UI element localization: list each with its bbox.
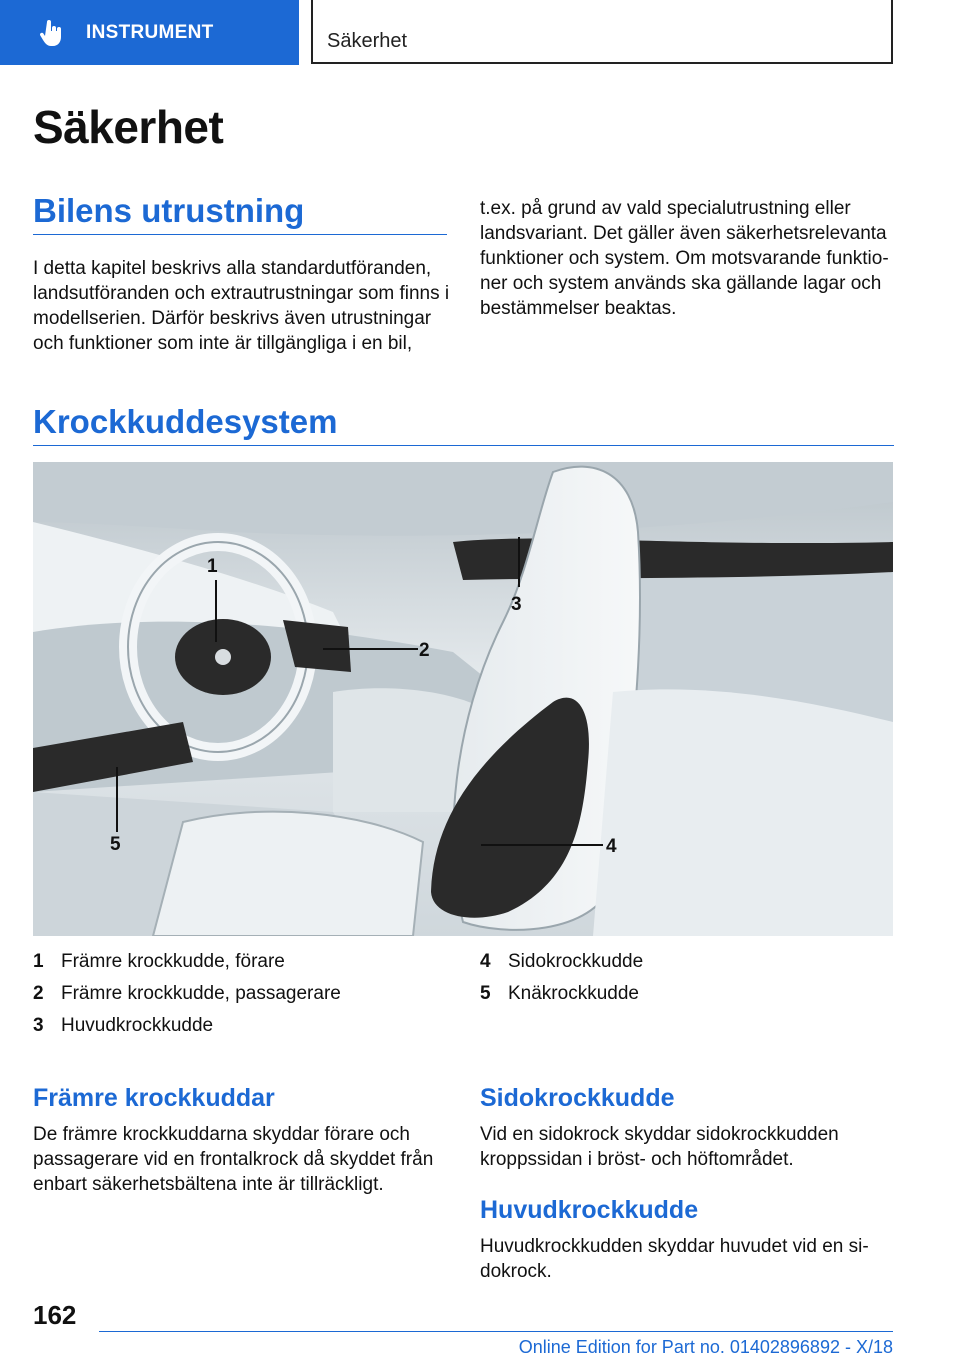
chapter-tab-label: INSTRUMENT <box>86 21 214 43</box>
section-title-equipment: Bilens utrustning <box>33 192 447 235</box>
legend-number: 4 <box>480 951 491 972</box>
subsection-title-head-airbag: Huvudkrockkudde <box>480 1196 699 1224</box>
legend-item <box>480 978 643 1010</box>
legend-item <box>33 978 341 1010</box>
legend-number: 2 <box>33 983 44 1004</box>
legend-text: Huvudkrockkudde <box>61 1015 214 1036</box>
front-airbags-text: De främre krockkuddarna skyddar förare och passagerare vid en frontalkrock då skyddet från enbart säkerhetsbältena inte är tillräckligt. <box>33 1124 434 1195</box>
legend-item <box>480 946 643 978</box>
legend-text: Knäkrockkudde <box>508 983 639 1004</box>
equipment-paragraph-right: t.ex. på grund av vald specialutrustning eller landsvariant. Det gäller även säkerhetsrelevanta funktioner och system. Om motsvarande funktioner och system används ska gällande lagar och bestämmelser beaktas. <box>480 198 889 319</box>
breadcrumb <box>311 0 893 64</box>
side-airbag-text: Vid en sidokrock skyddar sidokrockkudden kroppssidan i bröst- och höftområdet. <box>480 1124 839 1170</box>
legend-right <box>480 946 643 1010</box>
footer-divider <box>99 1331 893 1332</box>
hand-pointer-icon <box>40 20 64 46</box>
callout-5: 5 <box>110 834 121 855</box>
callout-1: 1 <box>207 556 218 577</box>
legend-text: Främre krockkudde, passagerare <box>61 983 341 1004</box>
legend-left <box>33 946 341 1042</box>
subsection-title-front-airbags: Främre krockkuddar <box>33 1084 275 1112</box>
car-interior-drawing <box>33 462 893 936</box>
footer-edition-text: Online Edition for Part no. 01402896892 - X/18 <box>518 1337 893 1357</box>
section-title-airbag-system: Krockkuddesystem <box>33 403 894 446</box>
legend-number: 3 <box>33 1015 44 1036</box>
chapter-tab[interactable] <box>0 0 299 65</box>
legend-text: Främre krockkudde, förare <box>61 951 285 972</box>
callout-3: 3 <box>511 594 522 615</box>
legend-number: 1 <box>33 951 44 972</box>
legend-item <box>33 946 341 978</box>
callout-4: 4 <box>606 836 617 857</box>
page-number: 162 <box>33 1300 77 1330</box>
equipment-paragraph-left: I detta kapitel beskrivs alla standardutföranden, landsutföranden och extrautrustningar som finns i modellserien. Därför beskrivs även utrustningar och funktioner som inte är tillgängliga i en bil, <box>33 258 450 354</box>
page-title: Säkerhet <box>33 101 224 153</box>
legend-item <box>33 1010 341 1042</box>
breadcrumb-label: Säkerhet <box>327 30 408 52</box>
callout-2: 2 <box>419 640 430 661</box>
airbag-illustration <box>33 462 893 936</box>
subsection-title-side-airbag: Sidokrockkudde <box>480 1084 675 1112</box>
head-airbag-text: Huvudkrockkudden skyddar huvudet vid en sidokrock. <box>480 1236 869 1282</box>
legend-text: Sidokrockkudde <box>508 951 644 972</box>
legend-number: 5 <box>480 983 491 1004</box>
